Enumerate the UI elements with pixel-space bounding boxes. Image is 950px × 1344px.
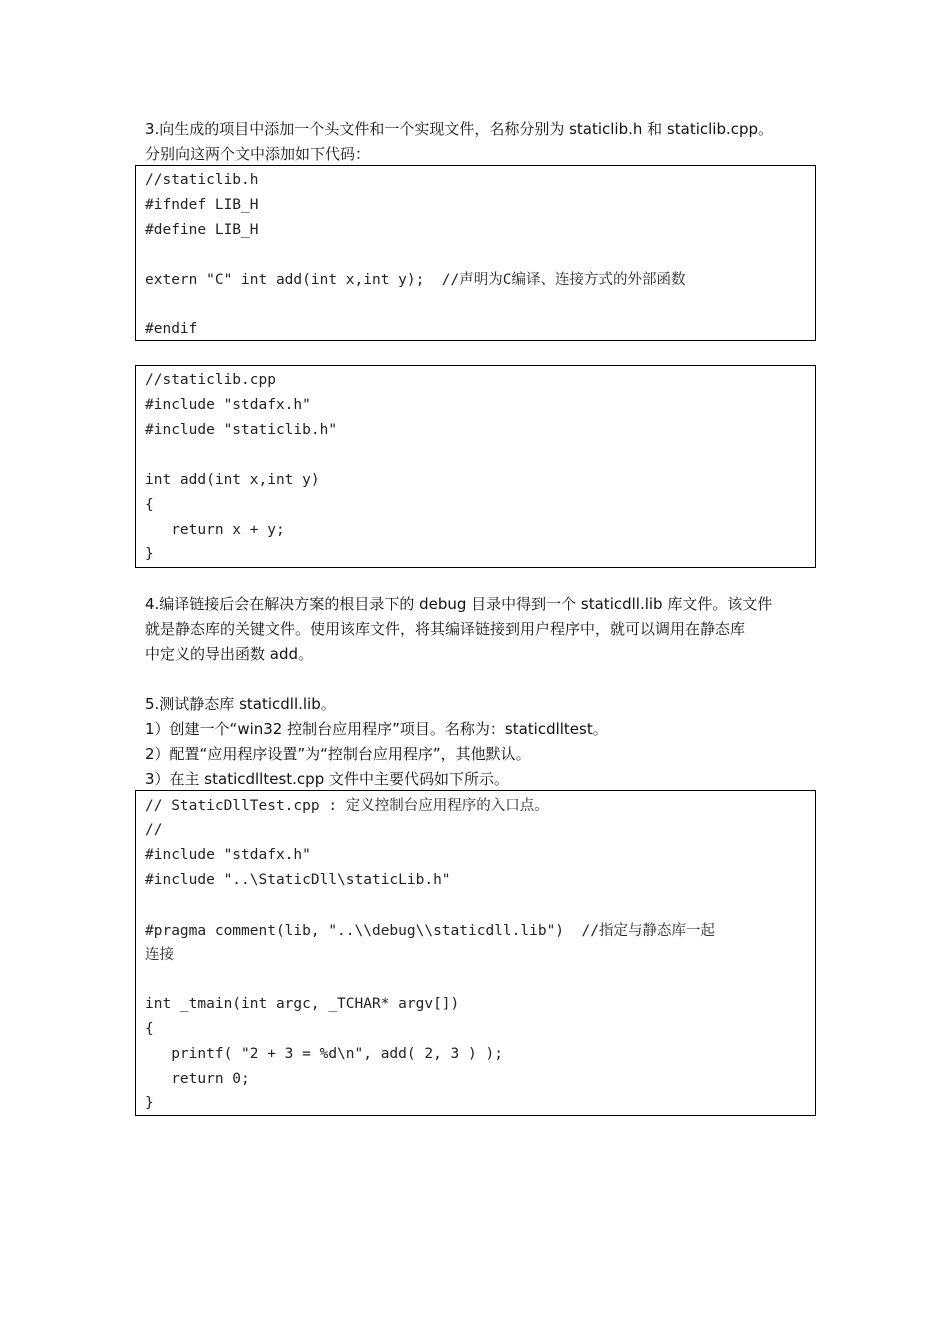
step4-line-2: 就是静态库的关键文件。使用该库文件，将其编译链接到用户程序中，就可以调用在静态库 xyxy=(145,620,746,638)
code-line: { xyxy=(145,1021,154,1037)
step5-item-3: 3）在主 staticdlltest.cpp 文件中主要代码如下所示。 xyxy=(145,770,509,788)
step4-line-1: 4.编译链接后会在解决方案的根目录下的 debug 目录中得到一个 staticdll.lib 库文件。该文件 xyxy=(145,595,773,613)
code-block-test-file xyxy=(135,790,816,1116)
code-block-header-file xyxy=(135,165,816,341)
step5-item-2: 2）配置“应用程序设置”为“控制台应用程序”，其他默认。 xyxy=(145,745,531,763)
code-line: return 0; xyxy=(145,1071,250,1087)
step4-line-3: 中定义的导出函数 add。 xyxy=(145,645,314,663)
code-line: { xyxy=(145,497,154,513)
code-line: #include "staticlib.h" xyxy=(145,422,338,438)
code-line: #include "stdafx.h" xyxy=(145,847,311,863)
code-line: } xyxy=(145,1095,154,1111)
code-line: #endif xyxy=(145,321,198,337)
code-line: printf( "2 + 3 = %d\n", add( 2, 3 ) ); xyxy=(145,1046,503,1062)
code-line: //staticlib.h xyxy=(145,172,259,188)
code-line: #pragma comment(lib, "..\\debug\\staticdll.lib") //指定与静态库一起 xyxy=(145,923,715,939)
code-line: #include "stdafx.h" xyxy=(145,397,311,413)
code-line: int _tmain(int argc, _TCHAR* argv[]) xyxy=(145,996,460,1012)
code-block-impl-file xyxy=(135,365,816,568)
code-line: } xyxy=(145,546,154,562)
code-line: 连接 xyxy=(145,947,174,963)
code-line: return x + y; xyxy=(145,522,285,538)
code-line: #define LIB_H xyxy=(145,222,259,238)
code-line: #include "..\StaticDll\staticLib.h" xyxy=(145,872,451,888)
code-line: #ifndef LIB_H xyxy=(145,197,259,213)
intro-line-2: 分别向这两个文中添加如下代码： xyxy=(145,145,371,163)
step5-title: 5.测试静态库 staticdll.lib。 xyxy=(145,695,336,713)
code-line: // StaticDllTest.cpp : 定义控制台应用程序的入口点。 xyxy=(145,798,549,814)
intro-line-1: 3.向生成的项目中添加一个头文件和一个实现文件，名称分别为 staticlib.h 和 staticlib.cpp。 xyxy=(145,120,774,138)
code-line: int add(int x,int y) xyxy=(145,472,320,488)
step5-item-1: 1）创建一个“win32 控制台应用程序”项目。名称为：staticdlltest。 xyxy=(145,720,608,738)
code-line: extern "C" int add(int x,int y); //声明为C编译、连接方式的外部函数 xyxy=(145,272,686,288)
code-line: // xyxy=(145,822,163,838)
code-line: //staticlib.cpp xyxy=(145,372,276,388)
